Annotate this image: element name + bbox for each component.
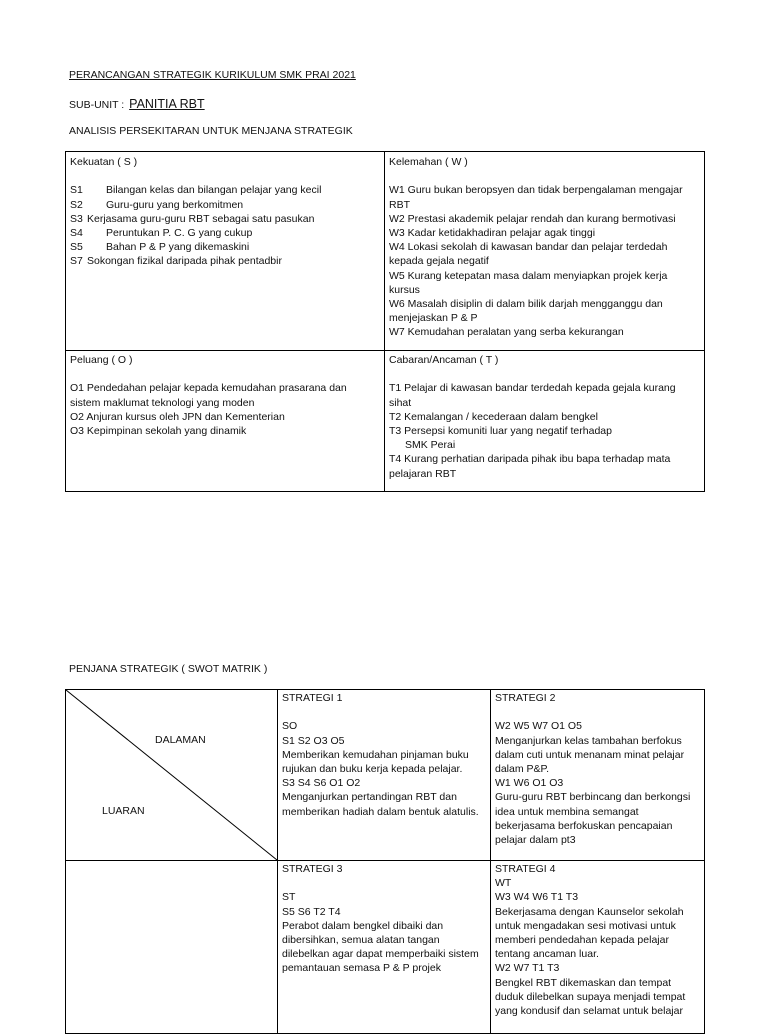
strengths-cell [70, 155, 380, 269]
opportunities-heading: Peluang ( O ) [70, 354, 133, 366]
weakness-item: W6 Masalah disiplin di dalam bilik darjah mengganggu dan menjejaskan P & P [389, 298, 663, 325]
strength-item [70, 240, 380, 254]
strategy-line: Bekerjasama dengan Kaunselor sekolah untuk mengadakan sesi motivasi untuk memberi pendedahan kepada pelajar tentang ancaman luar. [495, 905, 684, 961]
weaknesses-heading: Kelemahan ( W ) [389, 156, 468, 168]
subunit-label: SUB-UNIT : [69, 99, 125, 111]
weakness-item: W3 Kadar ketidakhadiran pelajar agak tinggi [389, 227, 596, 239]
threat-item: T4 Kurang perhatian daripada pihak ibu bapa terhadap mata pelajaran RBT [389, 453, 671, 480]
strategy-line: W3 W4 W6 T1 T3 [495, 891, 579, 904]
threats-heading: Cabaran/Ancaman ( T ) [389, 354, 499, 366]
strategy-2-title: STRATEGI 2 [495, 692, 556, 704]
weakness-item: W4 Lokasi sekolah di kawasan bandar dan pelajar terdedah kepada gejala negatif [389, 241, 668, 268]
diagonal-divider [66, 690, 278, 861]
threats-cell [389, 353, 699, 481]
strength-text: Bilangan kelas dan bilangan pelajar yang kecil [106, 184, 322, 197]
analysis-heading: ANALISIS PERSEKITARAN UNTUK MENJANA STRATEGIK [69, 125, 353, 137]
opportunities-cell [70, 353, 360, 438]
swot-matrix-table [65, 689, 705, 1034]
opportunity-item: O2 Anjuran kursus oleh JPN dan Kementerian [70, 410, 285, 423]
strategy-line: W2 W7 T1 T3 [495, 962, 560, 975]
strategy-line: S3 S4 S6 O1 O2 [282, 777, 361, 790]
strategy-4-title: STRATEGI 4 [495, 863, 556, 875]
strategy-4-cell [495, 862, 701, 1018]
strength-text: Kerjasama guru-guru RBT sebagai satu pasukan [87, 212, 315, 225]
strategy-line: SO [282, 720, 298, 733]
document-title: PERANCANGAN STRATEGIK KURIKULUM SMK PRAI 2021 [69, 69, 356, 81]
strategy-line: Guru-guru RBT berbincang dan berkongsi idea untuk membina semangat bekerjasama berfokuskan pencapaian pelajar dalam pt3 [495, 791, 691, 847]
strategy-line: ST [282, 891, 296, 904]
weakness-item: W5 Kurang ketepatan masa dalam menyiapkan projek kerja kursus [389, 269, 668, 296]
strategy-2-cell [495, 691, 701, 847]
strength-code: S3 [70, 212, 83, 225]
weaknesses-cell [389, 155, 697, 340]
strength-code: S2 [70, 198, 83, 211]
swot-table [65, 151, 705, 492]
strategy-1-cell [282, 691, 486, 819]
threat-item: SMK Perai [405, 439, 456, 452]
strengths-heading: Kekuatan ( S ) [70, 156, 138, 168]
strategy-3-cell [282, 862, 486, 976]
table-divider [384, 152, 385, 491]
strength-item [70, 212, 380, 226]
strategy-line: Menganjurkan pertandingan RBT dan memberikan hadiah dalam bentuk alatulis. [282, 791, 479, 818]
dalaman-label: DALAMAN [155, 734, 206, 746]
strength-text: Bahan P & P yang dikemaskini [106, 241, 250, 254]
luaran-label: LUARAN [102, 805, 145, 817]
strength-code: S5 [70, 241, 83, 254]
strategy-line: Perabot dalam bengkel dibaiki dan dibersihkan, semua alatan tangan dilebelkan agar dapat memperbaiki sistem pemantauan semasa P & P projek [282, 919, 479, 975]
strength-item [70, 198, 380, 212]
strategy-3-title: STRATEGI 3 [282, 863, 343, 875]
strategy-line: Bengkel RBT dikemaskan dan tempat duduk dilebelkan supaya menjadi tempat yang kondusif dan selamat untuk belajar [495, 976, 686, 1018]
threat-item: T3 Persepsi komuniti luar yang negatif terhadap [389, 425, 612, 437]
strength-text: Peruntukan P. C. G yang cukup [106, 227, 253, 239]
strategy-line: S5 S6 T2 T4 [282, 905, 341, 918]
subunit-value: PANITIA RBT [129, 97, 205, 111]
strength-text: Guru-guru yang berkomitmen [106, 198, 244, 211]
strategy-1-title: STRATEGI 1 [282, 692, 343, 704]
strategy-line: Menganjurkan kelas tambahan berfokus dalam cuti untuk menanam minat pelajar dalam P&P. [495, 734, 685, 775]
strategy-line: WT [495, 877, 512, 890]
weakness-item: W2 Prestasi akademik pelajar rendah dan kurang bermotivasi [389, 212, 676, 225]
matrix-heading: PENJANA STRATEGIK ( SWOT MATRIK ) [69, 663, 268, 675]
strategy-line: W2 W5 W7 O1 O5 [495, 720, 582, 733]
table-divider [66, 350, 704, 351]
weakness-item: W1 Guru bukan beropsyen dan tidak berpengalaman mengajar RBT [389, 184, 683, 211]
strength-item [70, 254, 380, 268]
strength-code: S4 [70, 227, 83, 239]
strength-code: S1 [70, 184, 83, 197]
strength-text: Sokongan fizikal daripada pihak pentadbir [87, 255, 282, 268]
strategy-line: S1 S2 O3 O5 [282, 734, 345, 747]
opportunity-item: O3 Kepimpinan sekolah yang dinamik [70, 425, 247, 437]
threat-item: T1 Pelajar di kawasan bandar terdedah kepada gejala kurang sihat [389, 382, 676, 409]
strength-code: S7 [70, 255, 83, 268]
strength-item [70, 183, 380, 197]
strategy-line: Memberikan kemudahan pinjaman buku rujukan dan buku kerja kepada pelajar. [282, 748, 469, 775]
opportunity-item: O1 Pendedahan pelajar kepada kemudahan prasarana dan sistem maklumat teknologi yang moden [70, 382, 347, 409]
strategy-line: W1 W6 O1 O3 [495, 777, 564, 790]
strength-item [70, 226, 380, 240]
subunit-line [69, 97, 205, 111]
threat-item: T2 Kemalangan / kecederaan dalam bengkel [389, 410, 598, 423]
table-divider [490, 690, 491, 1033]
weakness-item: W7 Kemudahan peralatan yang serba kekurangan [389, 326, 624, 339]
